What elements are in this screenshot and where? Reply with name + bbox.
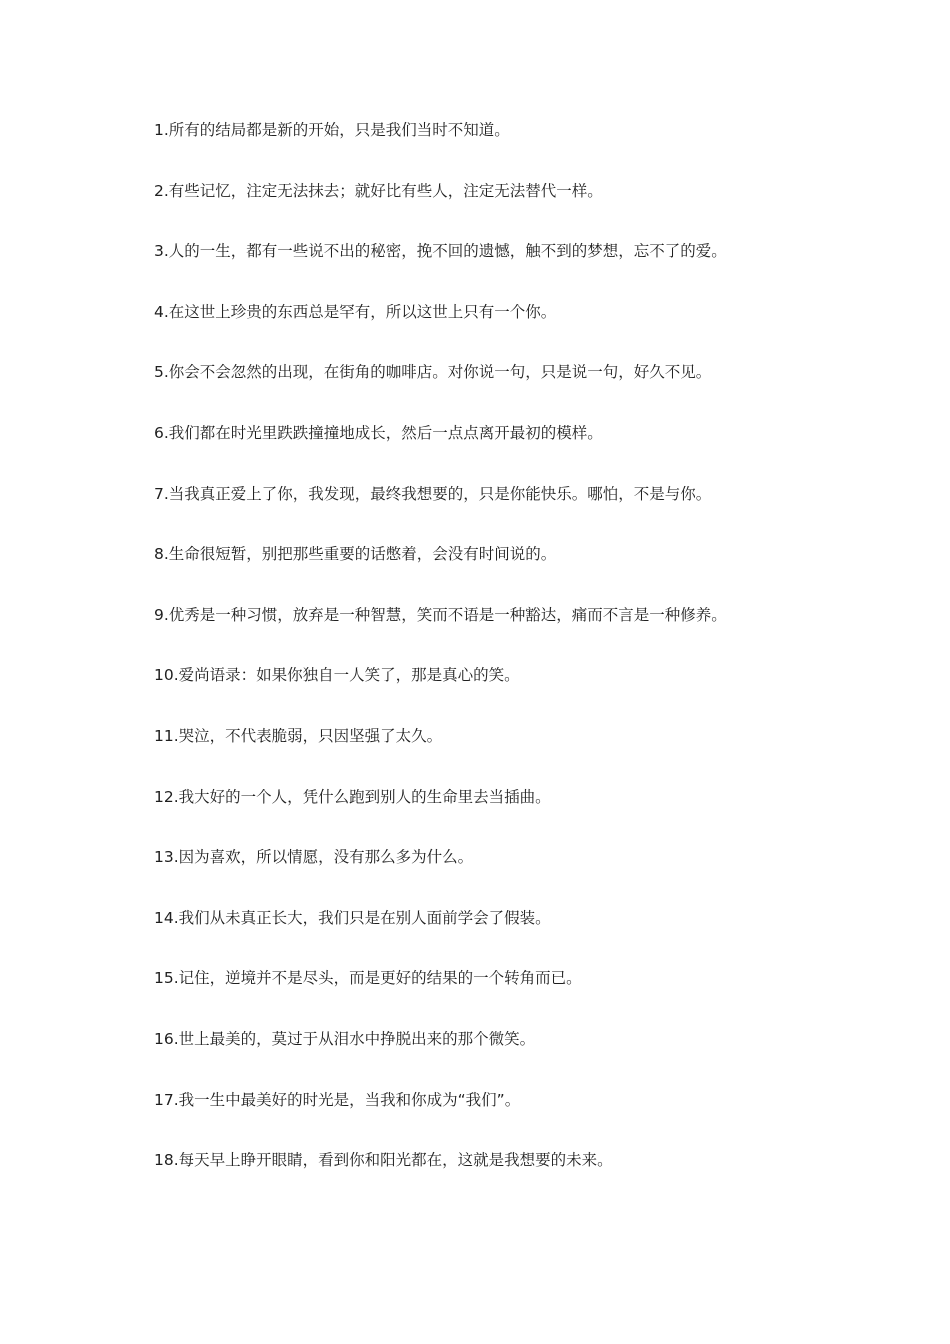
- quote-line-16: 16.世上最美的，莫过于从泪水中挣脱出来的那个微笑。: [154, 1029, 536, 1048]
- quote-line-8: 8.生命很短暂，别把那些重要的话憋着，会没有时间说的。: [154, 545, 557, 564]
- quote-list: [154, 118, 794, 1209]
- quote-line-18: 18.每天早上睁开眼睛，看到你和阳光都在，这就是我想要的未来。: [154, 1151, 613, 1170]
- quote-line-6: 6.我们都在时光里跌跌撞撞地成长，然后一点点离开最初的模样。: [154, 423, 603, 442]
- quote-line-7: 7.当我真正爱上了你，我发现，最终我想要的，只是你能快乐。哪怕，不是与你。: [154, 484, 712, 503]
- quote-line-14: 14.我们从未真正长大，我们只是在别人面前学会了假装。: [154, 908, 551, 927]
- quote-line-15: 15.记住，逆境并不是尽头，而是更好的结果的一个转角而已。: [154, 969, 582, 988]
- quote-line-4: 4.在这世上珍贵的东西总是罕有，所以这世上只有一个你。: [154, 302, 557, 321]
- quote-line-13: 13.因为喜欢，所以情愿，没有那么多为什么。: [154, 848, 474, 867]
- quote-line-10: 10.爱尚语录：如果你独自一人笑了，那是真心的笑。: [154, 666, 520, 685]
- quote-line-11: 11.哭泣，不代表脆弱，只因坚强了太久。: [154, 726, 443, 745]
- quote-line-5: 5.你会不会忽然的出现，在街角的咖啡店。对你说一句，只是说一句，好久不见。: [154, 363, 712, 382]
- quote-line-17: 17.我一生中最美好的时光是，当我和你成为“我们”。: [154, 1090, 521, 1109]
- quote-line-9: 9.优秀是一种习惯，放弃是一种智慧，笑而不语是一种豁达，痛而不言是一种修养。: [154, 605, 727, 624]
- quote-line-2: 2.有些记忆，注定无法抹去；就好比有些人，注定无法替代一样。: [154, 181, 603, 200]
- quote-line-3: 3.人的一生，都有一些说不出的秘密，挽不回的遗憾，触不到的梦想，忘不了的爱。: [154, 242, 727, 261]
- quote-line-12: 12.我大好的一个人，凭什么跑到别人的生命里去当插曲。: [154, 787, 551, 806]
- quote-line-1: 1.所有的结局都是新的开始，只是我们当时不知道。: [154, 121, 510, 139]
